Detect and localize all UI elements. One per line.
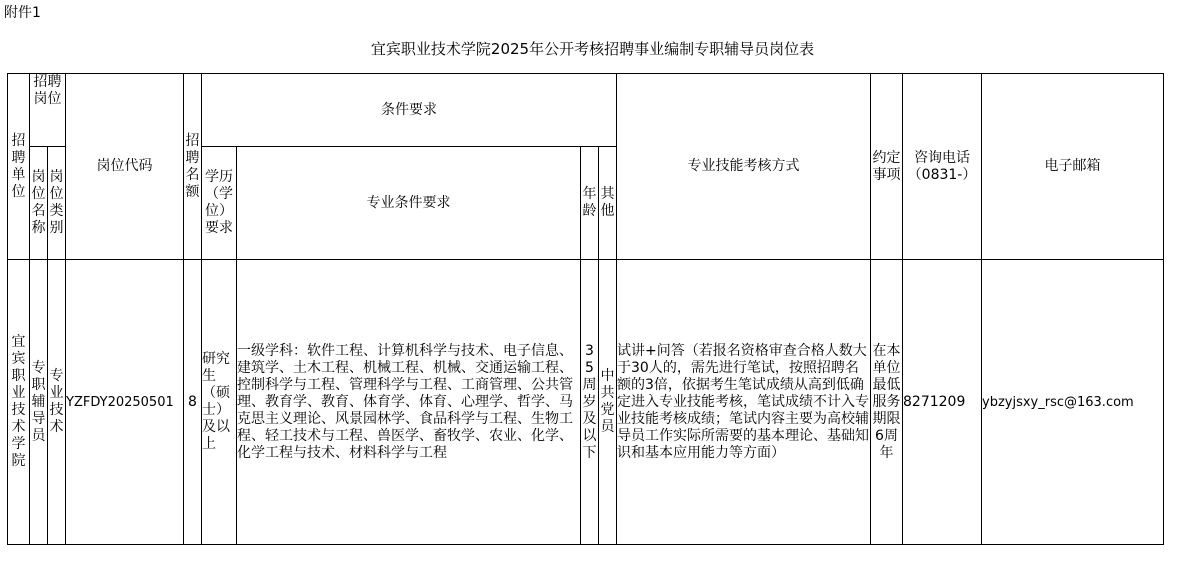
cell-agreement: 在本单位最低服务期限6周年 — [871, 260, 903, 545]
header-agreement: 约定事项 — [871, 74, 903, 260]
cell-assessment: 试讲+问答（若报名资格审查合格人数大于30人的，需先进行笔试，按照招聘名额的3倍，依据考生笔试成绩从高到低确定进入专业技能考核，笔试成绩不计入专业技能考核成绩；笔试内容主要为高校辅导员工作实际所需要的基本理论、基础知识和基本应用能力等方面） — [617, 260, 871, 545]
page-title: 宜宾职业技术学院2025年公开考核招聘事业编制专职辅导员岗位表 — [370, 40, 815, 58]
header-phone: 咨询电话（0831-） — [903, 74, 982, 260]
header-quota: 招聘名额 — [184, 74, 202, 260]
header-post-type: 岗位类别 — [48, 147, 66, 260]
cell-other: 中共党员 — [599, 260, 617, 545]
cell-email: ybzyjsxy_rsc@163.com — [982, 260, 1164, 545]
header-unit: 招聘单位 — [8, 74, 30, 260]
header-major: 专业条件要求 — [237, 147, 581, 260]
header-post-group: 招聘岗位 — [30, 74, 66, 147]
header-other: 其他 — [599, 147, 617, 260]
cell-age: 35周岁及以下 — [581, 260, 599, 545]
attachment-label: 附件1 — [4, 5, 41, 21]
cell-post-code: YZFDY20250501 — [66, 260, 184, 545]
header-assessment: 专业技能考核方式 — [617, 74, 871, 260]
cell-unit: 宜宾职业技术学院 — [8, 260, 30, 545]
cell-post-name: 专职辅导员 — [30, 260, 48, 545]
cell-major: 一级学科：软件工程、计算机科学与技术、电子信息、建筑学、土木工程、机械工程、机械、交通运输工程、控制科学与工程、管理科学与工程、工商管理、公共管理、教育学、教育、体育学、体育、心理学、哲学、马克思主义理论、风景园林学、食品科学与工程、生物工程、轻工技术与工程、兽医学、畜牧学、农业、化学、化学工程与技术、材料科学与工程 — [237, 260, 581, 545]
header-email: 电子邮箱 — [982, 74, 1164, 260]
header-education: 学历（学位）要求 — [202, 147, 237, 260]
header-post-name: 岗位名称 — [30, 147, 48, 260]
cell-phone: 8271209 — [903, 260, 982, 545]
header-conditions: 条件要求 — [202, 74, 617, 147]
cell-post-type: 专业技术 — [48, 260, 66, 545]
cell-education: 研究生（硕士）及以上 — [202, 260, 237, 545]
job-position-table — [7, 73, 1164, 545]
cell-quota: 8 — [184, 260, 202, 545]
header-age: 年龄 — [581, 147, 599, 260]
header-post-code: 岗位代码 — [66, 74, 184, 260]
